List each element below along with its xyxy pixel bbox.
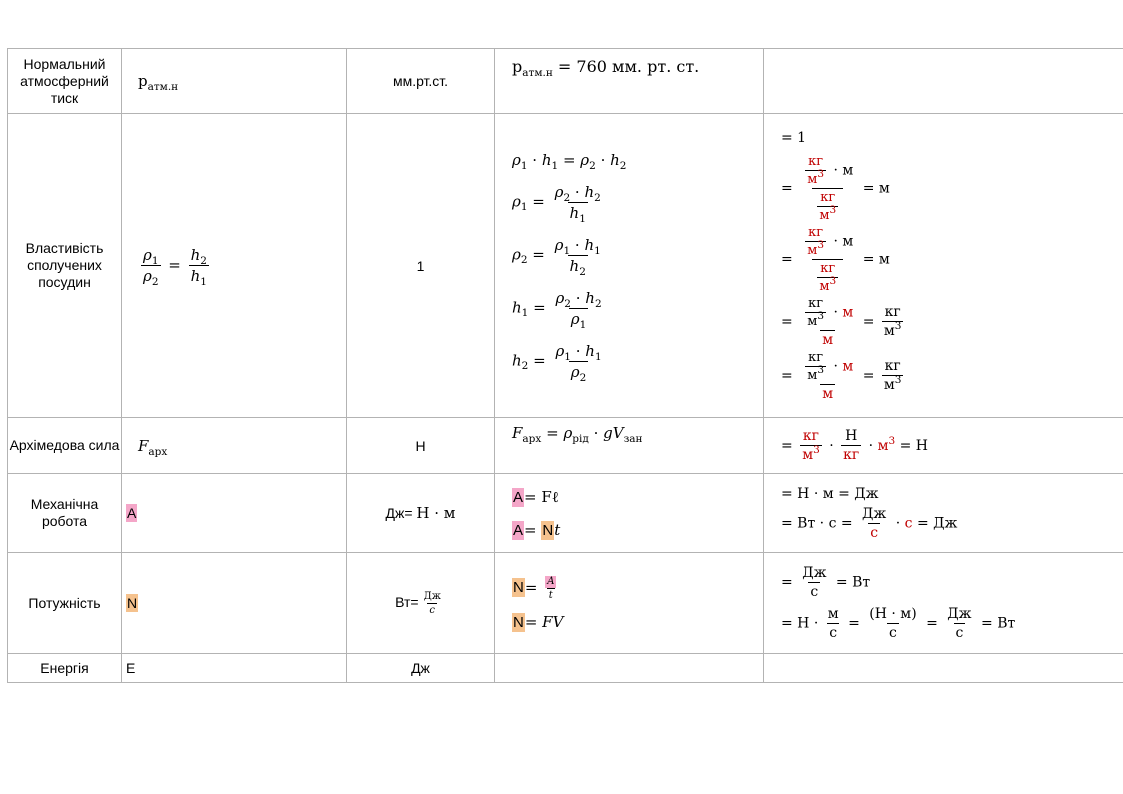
quantity-name: Властивість сполучених посудин	[8, 114, 122, 418]
quantity-dimension	[764, 654, 1123, 683]
table-row	[8, 474, 1123, 553]
quantity-name: Механічна робота	[8, 474, 122, 553]
table-row	[8, 114, 1123, 418]
quantity-dimension: = $\frac{Дж}{с}$ = Вт = Н · $\frac{м}{с}$ = $\frac{(Н \cdot м)}{с}$ = $\frac{Дж}{с}$ = Вт	[764, 553, 1123, 654]
quantity-unit: Н	[347, 418, 495, 474]
quantity-symbol: E	[122, 654, 347, 683]
quantity-dimension: = $\frac{кг}{м^3}$ · $\frac{Н}{кг}$ · $м^3 = Н$	[764, 418, 1123, 474]
quantity-name: Енергія	[8, 654, 122, 683]
quantity-formula: $p_{атм.н} = 760$ мм. рт. ст.	[495, 49, 764, 114]
quantity-dimension: = 1 = $\frac{кг}{м^3}$ · м $\frac{кг}{м^3}$ = м = $\frac{кг}{м^3}$ · м $\frac{кг}{м^3}$ = м = $\frac{кг}{м^3}$ · м м = $\frac{кг}{м^3}$ = $\frac{кг}{м^3}$ · м м = $\frac{кг}{м^3}$	[764, 114, 1123, 418]
quantity-formula: $\rho_1 \cdot h_1 = \rho_2 \cdot h_2$ $\rho_1$ = $\frac{\rho_2 \cdot h_2}{h_1}$ $\rho_2$ = $\frac{\rho_1 \cdot h_1}{h_2}$ $h_1$ = $\frac{\rho_2 \cdot h_2}{\rho_1}$ $h_2$ = $\frac{\rho_1 \cdot h_1}{\rho_2}$	[495, 114, 764, 418]
quantity-symbol: $\frac{\rho_1}{\rho_2}$ = $\frac{h_2}{h_1}$	[122, 114, 347, 418]
physics-table	[7, 48, 1123, 683]
quantity-formula	[495, 654, 764, 683]
quantity-name: Потужність	[8, 553, 122, 654]
quantity-unit: мм.рт.ст.	[347, 49, 495, 114]
quantity-dimension	[764, 49, 1123, 114]
table-row	[8, 553, 1123, 654]
quantity-unit: Дж	[347, 654, 495, 683]
quantity-formula: A= Fℓ A= Nt	[495, 474, 764, 553]
quantity-symbol: $F_{арх}$	[122, 418, 347, 474]
quantity-symbol: $p_{атм.н}$	[122, 49, 347, 114]
table-row	[8, 49, 1123, 114]
quantity-dimension: = Н · м = Дж = Вт · с = $\frac{Дж}{с}$ · с = Дж	[764, 474, 1123, 553]
quantity-symbol: A	[122, 474, 347, 553]
quantity-name: Нормальний атмосферний тиск	[8, 49, 122, 114]
table-row	[8, 418, 1123, 474]
quantity-unit: 1	[347, 114, 495, 418]
quantity-formula: N= $\frac{A}{t}$ N= FV	[495, 553, 764, 654]
quantity-symbol: N	[122, 553, 347, 654]
quantity-name: Архімедова сила	[8, 418, 122, 474]
table-row	[8, 654, 1123, 683]
quantity-unit: Дж= Н · м	[347, 474, 495, 553]
quantity-formula: $F_{арх} = \rho_{рід} \cdot gV_{зан}$	[495, 418, 764, 474]
quantity-unit: Вт= $\frac{Дж}{с}$	[347, 553, 495, 654]
